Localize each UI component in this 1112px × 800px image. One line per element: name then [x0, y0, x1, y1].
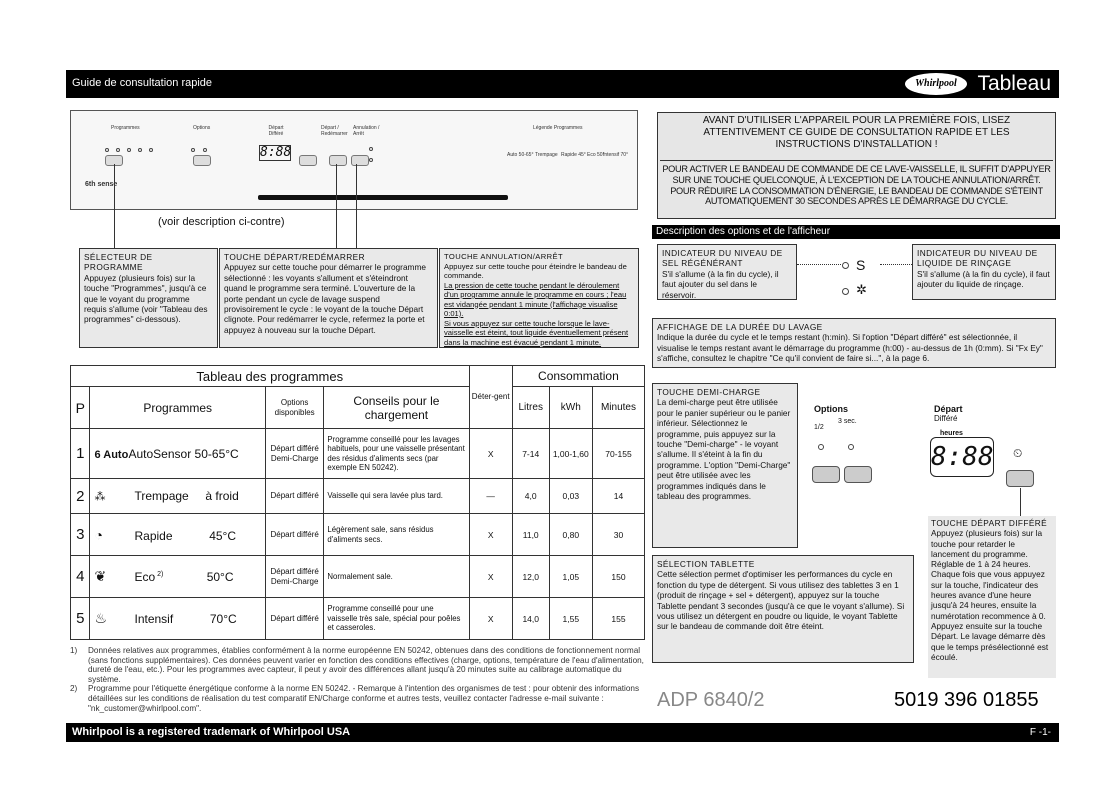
- duree-box: [652, 318, 1056, 368]
- fig-half: 1/2: [814, 424, 824, 431]
- annulation-text2: La pression de cette touche pendant le déroulement d'un programme annule le programme en cours ; l'eau est vidangée pendant 1 minute (l'affichage visualise 0:01).: [444, 280, 627, 318]
- row-name: Trempage: [134, 489, 189, 503]
- tablette-box: [652, 555, 914, 663]
- row-options: Départ différé Demi-Charge: [265, 429, 323, 479]
- legend-trempage: Trempage: [535, 152, 558, 158]
- annulation-text3: Si vous appuyez sur cette touche lorsque le lave-vaisselle est éteint, tout liquide éventuellement présent dans la machine est évacué pendant 1 minute.: [444, 318, 629, 347]
- panel-label-programmes: Programmes: [111, 125, 140, 131]
- selecteur-box: [79, 248, 218, 348]
- duree-title: AFFICHAGE DE LA DURÉE DU LAVAGE: [657, 322, 823, 332]
- rinc-text: S'il s'allume (à la fin du cycle), il faut ajouter du liquide de rinçage.: [917, 268, 1050, 290]
- demi-text: La demi-charge peut être utilisée pour le panier supérieur ou le panier inférieur. Sélectionnez le programme, puis appuyez sur la touche "Demi-charge" - le voyant s'allume. Il s'éteint à la fin du programme. L'option "Demi-Charge" peut être utilisée avec les programmes indiqués dans le tableau des programmes.: [657, 397, 791, 502]
- row-p: 5: [71, 598, 90, 640]
- auto-icon: 6 Auto: [94, 448, 129, 461]
- legend-eco: Eco 50°: [587, 152, 605, 158]
- door-handle: [258, 195, 508, 200]
- row-k: 0,03: [549, 479, 592, 514]
- row-name: Rapide: [134, 528, 173, 543]
- warning-energy-text: POUR RÉDUIRE LA CONSOMMATION D'ÉNERGIE, LE BANDEAU DE COMMANDE S'ÉTEINT AUTOMATIQUEMENT 30 SECONDES APRÈS LE DÉMARRAGE DU CYCLE.: [670, 185, 1043, 207]
- table-row: [71, 514, 645, 556]
- footnote-1: [70, 646, 648, 684]
- row-conseils: Programme conseillé pour les lavages habituels, pour une vaisselle présentant des résidus d'aliments secs (par exemple EN 50242).: [324, 429, 469, 479]
- warning-activate: [660, 160, 1053, 207]
- tablet-button: [844, 466, 872, 483]
- col-detergent: Déter-gent: [469, 366, 512, 429]
- differe-text: Appuyez (plusieurs fois) sur la touche pour retarder le lancement du programme. Réglable de 1 à 24 heures. Chaque fois que vous appuyez sur la touche, l'indicateur des heures avance d'une heure jusqu'à 24 heures, ensuite la numérotation recommence à 0. Appuyez ensuite sur la touche Départ. Le lavage démarre dès que le temps présélectionné est écoulé.: [931, 528, 1049, 662]
- demi-title: TOUCHE DEMI-CHARGE: [657, 387, 761, 397]
- consommation-header: Consommation: [512, 366, 644, 387]
- row-m: 150: [592, 556, 644, 598]
- soak-icon: ⁂: [94, 491, 106, 503]
- row-det: X: [469, 598, 512, 640]
- row-programme: [90, 598, 265, 640]
- row-programme: [90, 479, 265, 514]
- footnotes: [70, 646, 648, 713]
- annulation-text1: Appuyez sur cette touche pour éteindre le bandeau de commande.: [444, 261, 627, 280]
- row-p: 2: [71, 479, 90, 514]
- row-m: 70-155: [592, 429, 644, 479]
- fig-3sec: 3 sec.: [838, 418, 857, 425]
- row-l: 11,0: [512, 514, 549, 556]
- col-minutes: Minutes: [592, 387, 644, 429]
- rinc-title: INDICATEUR DU NIVEAU DE LIQUIDE DE RINÇAGE: [917, 248, 1038, 269]
- rapid-icon: ◔: [94, 526, 103, 543]
- col-litres: Litres: [512, 387, 549, 429]
- col-options: Options disponibles: [265, 387, 323, 429]
- sense-logo: 6th sense: [85, 181, 118, 188]
- warning-activate-text: POUR ACTIVER LE BANDEAU DE COMMANDE DE CE LAVE-VAISSELLE, IL SUFFIT D'APPUYER SUR UNE TOUCHE QUELCONQUE, À L'EXCEPTION DE LA TOUCHE ANNULATION/ARRÊT.: [662, 164, 1051, 185]
- row-options: Départ différé: [265, 514, 323, 556]
- row-programme: [90, 514, 265, 556]
- sel-indicator-box: [657, 244, 797, 300]
- page-number: F -1-: [1029, 727, 1051, 738]
- product-code: 5019 396 01855: [894, 689, 1039, 711]
- header-bar: [66, 70, 1059, 98]
- depart-text: Appuyez sur cette touche pour démarrer le programme sélectionné : les voyants s'allument et s'éteindront quand le programme sera terminé. L'ouverture de la porte pendant un cycle de lavage suspend provisoirement le cycle : le voyant de la touche Départ clignote. Pour redémarrer le cycle, refermez la porte et appuyez à nouveau sur la touche Départ.: [224, 262, 426, 335]
- row-l: 7-14: [512, 429, 549, 479]
- annulation-box: [439, 248, 639, 348]
- row-conseils: Vaisselle qui sera lavée plus tard.: [324, 479, 469, 514]
- row-det: X: [469, 556, 512, 598]
- differe-big-button: [1006, 470, 1034, 487]
- panel-caption: (voir description ci-contre): [158, 216, 285, 228]
- col-p: P: [71, 387, 90, 429]
- annulation-title: TOUCHE ANNULATION/ARRÊT: [444, 252, 564, 261]
- options-button: [193, 155, 211, 166]
- row-m: 14: [592, 479, 644, 514]
- depart-title: TOUCHE DÉPART/REDÉMARRER: [224, 252, 365, 262]
- panel-display: 8:88: [260, 145, 292, 160]
- half-load-button: [812, 466, 840, 483]
- tablette-title: SÉLECTION TABLETTE: [657, 559, 755, 569]
- row-temp: à froid: [205, 489, 239, 503]
- depart-box: [219, 248, 438, 348]
- programme-table: [70, 365, 645, 640]
- table-row: [71, 479, 645, 514]
- col-conseils: Conseils pour le chargement: [324, 387, 469, 429]
- row-temp: 45°C: [209, 528, 237, 543]
- col-kwh: kWh: [549, 387, 592, 429]
- timer-icon: ⏲: [1013, 446, 1023, 460]
- control-panel-drawing: [70, 110, 638, 210]
- sel-text: S'il s'allume (à la fin du cycle), il faut ajouter du sel dans le réservoir.: [662, 268, 779, 300]
- row-l: 4,0: [512, 479, 549, 514]
- differe-title: TOUCHE DÉPART DIFFÉRÉ: [931, 518, 1048, 528]
- row-name: Eco: [134, 570, 156, 584]
- row-k: 1,05: [549, 556, 592, 598]
- sel-led: [842, 262, 849, 269]
- options-figure: [808, 390, 926, 560]
- selecteur-text: Appuyez (plusieurs fois) sur la touche "Programmes", jusqu'à ce que le voyant du programme requis s'allume (voir "Tableau des programmes" ci-dessous).: [84, 272, 208, 325]
- header-left: Guide de consultation rapide: [72, 77, 213, 89]
- row-l: 14,0: [512, 598, 549, 640]
- row-conseils: Légèrement sale, sans résidus d'aliments secs.: [324, 514, 469, 556]
- legend-auto: Auto 50-65°: [507, 152, 534, 158]
- duree-text: Indique la durée du cycle et le temps restant (h:min). Si l'option "Départ différé" est sélectionnée, il visualise le temps restant avant le démarrage du programme (h:00) - au-dessus de 1h (0:mm). Si "Fx Ey" s'affiche, consultez le chapitre "Ce qu'il convient de faire si...", à la page 6.: [657, 332, 1043, 364]
- footnote-text: Données relatives aux programmes, établies conformément à la norme européenne EN 50242, obtenues dans des conditions de fonctionnement normal (sans fonctions supplémentaires). Ces données peuvent varier en fonction des conditions effectives (charge, options, température de l'eau d'alimentation, dureté de l'eau, etc.). Pour les programmes avec capteur, il peut y avoir des différences allant jusqu'à 20 minutes suite au calibrage automatique du système.: [88, 646, 644, 684]
- row-p: 3: [71, 514, 90, 556]
- description-heading: Description des options et de l'afficheur: [652, 225, 1060, 239]
- row-l: 12,0: [512, 556, 549, 598]
- row-p: 4: [71, 556, 90, 598]
- row-options: Départ différé: [265, 479, 323, 514]
- depart-button: [329, 155, 347, 166]
- row-p: 1: [71, 429, 90, 479]
- footnote-2: [70, 684, 648, 713]
- differe-box: [928, 516, 1056, 678]
- row-det: X: [469, 514, 512, 556]
- tablette-text: Cette sélection permet d'optimiser les performances du cycle en fonction du type de détergent. Si vous utilisez des tablettes 3 en 1 (produit de rinçage + sel + détergent), appuyez sur la touche Tablette pendant 3 secondes (jusqu'à ce que le voyant s'allume). Si vous utilisez un détergent en poudre ou liquide, le voyant Tablette sur le bandeau de commande doit être éteint.: [657, 569, 905, 632]
- row-conseils: Programme conseillé pour une vaisselle très sale, spécial pour poêles et casseroles.: [324, 598, 469, 640]
- demi-charge-box: [652, 383, 798, 548]
- fig-differe: Différé: [934, 414, 958, 423]
- salt-icon: S: [856, 257, 866, 273]
- row-det: —: [469, 479, 512, 514]
- row-options: Départ différé Demi-Charge: [265, 556, 323, 598]
- rinc-led: [842, 288, 849, 295]
- selecteur-title: SÉLECTEUR DE PROGRAMME: [84, 252, 153, 273]
- table-title: Tableau des programmes: [71, 366, 470, 387]
- panel-label-legende: Légende Programmes: [533, 125, 583, 131]
- warning-main: AVANT D'UTILISER L'APPAREIL POUR LA PREMIÈRE FOIS, LISEZ ATTENTIVEMENT CE GUIDE DE CONSULTATION RAPIDE ET LES INSTRUCTIONS D'INSTALLATION !: [702, 115, 1011, 150]
- row-temp: 70°C: [209, 612, 237, 626]
- differe-button: [299, 155, 317, 166]
- row-name: Intensif: [134, 612, 174, 626]
- row-temp: 50-65°C: [194, 446, 239, 461]
- header-title: Tableau: [977, 72, 1051, 95]
- footnote-num: 1): [70, 646, 78, 655]
- col-programmes: Programmes: [90, 387, 265, 429]
- panel-label-depart: Départ / Redémarrer: [321, 125, 348, 137]
- pot-icon: ♨: [94, 610, 108, 626]
- legend-rapide: Rapide 45°: [561, 152, 586, 158]
- big-display: 8:88: [930, 437, 994, 477]
- rinse-icon: ✲: [856, 282, 867, 297]
- legend-intensif: Intensif 70°: [603, 152, 629, 158]
- row-options: Départ différé: [265, 598, 323, 640]
- row-m: 155: [592, 598, 644, 640]
- row-programme: ❦ Eco $^{2)}$ 50°C: [90, 556, 265, 598]
- row-k: 0,80: [549, 514, 592, 556]
- panel-label-annulation: Annulation / Arrêt: [353, 125, 380, 137]
- rinc-indicator-box: [912, 244, 1056, 300]
- footnote-text: Programme pour l'étiquette énergétique conforme à la norme EN 50242. - Remarque à l'intention des organismes de test : pour obtenir des informations détaillées sur les conditions de réalisation du test comparatif EN/Charge conforme et autres tests, veuillez contacter l'adresse e-mail suivante : "nk_customer@whirlpool.com".: [88, 684, 640, 713]
- model-number: ADP 6840/2: [657, 689, 765, 711]
- row-k: 1,55: [549, 598, 592, 640]
- sel-title: INDICATEUR DU NIVEAU DE SEL RÉGÉNÉRANT: [662, 248, 783, 269]
- eco-icon: ❦: [94, 568, 107, 584]
- footnote-num: 2): [70, 684, 78, 694]
- footer-bar: [66, 723, 1059, 742]
- trademark-text: Whirlpool is a registered trademark of Whirlpool USA: [72, 726, 351, 738]
- row-name: AutoSensor: [128, 446, 192, 461]
- table-row: [71, 598, 645, 640]
- annulation-button: [351, 155, 369, 166]
- row-det: X: [469, 429, 512, 479]
- row-programme: [90, 429, 265, 479]
- fig-options: Options: [814, 404, 848, 414]
- row-temp: 50°C: [206, 570, 234, 584]
- row-k: 1,00-1,60: [549, 429, 592, 479]
- fig-heures: heures: [940, 430, 963, 437]
- warning-box: [657, 112, 1056, 219]
- table-row: [71, 556, 645, 598]
- fig-depart: Départ: [934, 404, 963, 414]
- panel-label-options: Options: [193, 125, 211, 131]
- row-conseils: Normalement sale.: [324, 556, 469, 598]
- panel-label-differe: Départ Différé: [268, 125, 284, 137]
- row-m: 30: [592, 514, 644, 556]
- table-row: [71, 429, 645, 479]
- whirlpool-logo: Whirlpool: [905, 73, 967, 95]
